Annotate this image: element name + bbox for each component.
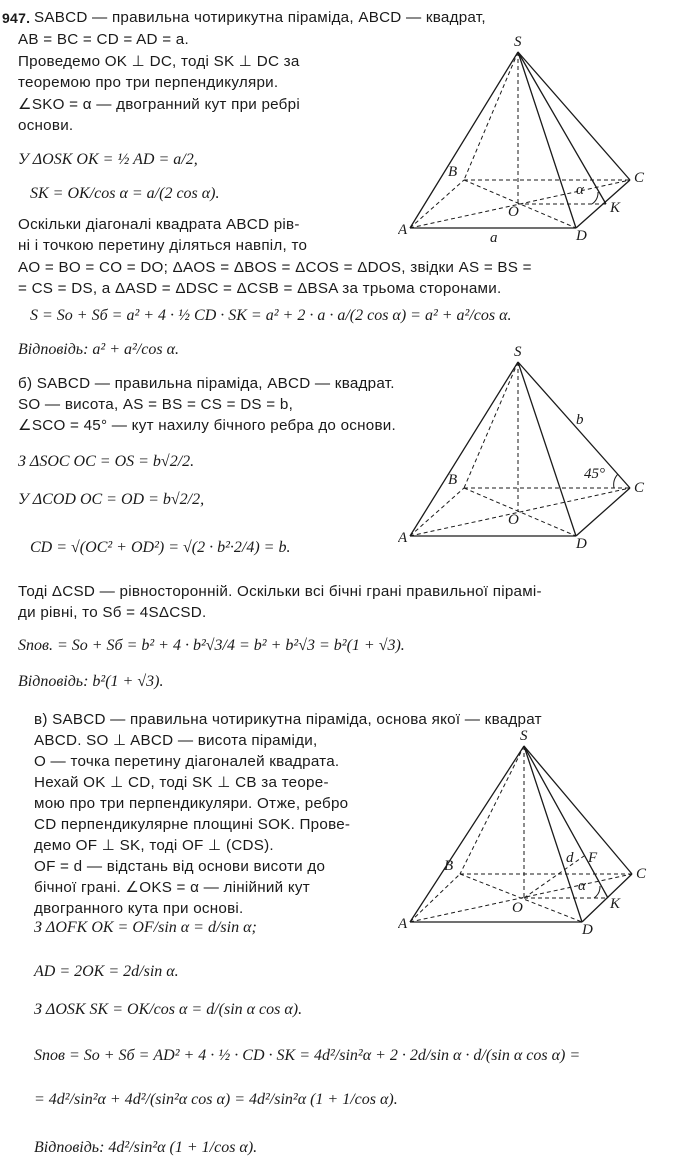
edge-SD	[518, 52, 576, 228]
answer-line: Відповідь: b²(1 + √3).	[18, 673, 164, 690]
edge-SD	[518, 362, 576, 536]
formula-line: З ΔSOC OC = OS = b√2/2.	[18, 453, 195, 470]
text-line: ∠SKO = α — двогранний кут при ребрі	[18, 96, 300, 113]
label-d: d	[566, 850, 574, 866]
formula-line: З ΔOSK SK = OK/cos α = d/(sin α cos α).	[34, 1001, 303, 1018]
text-line: двогранного кута при основі.	[34, 900, 244, 917]
edge-SA	[410, 746, 524, 922]
text-line: Тоді ΔCSD — рівносторонній. Оскільки всі бічні грані правильної пірамі-	[18, 583, 542, 600]
text-line: бічної грані. ∠OKS = α — лінійний кут	[34, 879, 310, 896]
label-B: B	[448, 472, 458, 488]
text-line: ABCD. SO ⊥ ABCD — висота піраміди,	[34, 732, 318, 749]
pyramid-figure-3	[398, 722, 652, 940]
formula-line: SK = OK/cos α = a/(2 cos α).	[30, 185, 220, 202]
text-line: Нехай OK ⊥ CD, тоді SK ⊥ CB за теоре-	[34, 774, 329, 791]
label-S: S	[514, 34, 522, 50]
formula-line: CD = √(OC² + OD²) = √(2 · b²·2/4) = b.	[30, 539, 291, 556]
edge-SC	[518, 362, 630, 488]
label-angle: α	[576, 182, 584, 198]
edge-AB	[410, 180, 464, 228]
label-D: D	[576, 228, 587, 244]
label-O: O	[512, 900, 523, 916]
text-line: основи.	[18, 117, 74, 134]
edge-SB	[464, 52, 518, 180]
text-line: AB = BC = CD = AD = a.	[18, 31, 189, 48]
text-line: мою про три перпендикуляри. Отже, ребро	[34, 795, 349, 812]
pyramid-figure-1	[398, 30, 652, 248]
label-O: O	[508, 204, 519, 220]
text-line: ні і точкою перетину діляться навпіл, то	[18, 237, 308, 254]
text-line: O — точка перетину діагоналей квадрата.	[34, 753, 340, 770]
edge-SA	[410, 52, 518, 228]
text-line: = CS = DS, а ΔASD = ΔDSC = ΔCSB = ΔBSA за трьома сторонами.	[18, 280, 502, 297]
label-D: D	[576, 536, 587, 552]
label-B: B	[448, 164, 458, 180]
label-C: C	[634, 170, 645, 186]
label-B: B	[444, 858, 454, 874]
label-S: S	[520, 728, 528, 744]
formula-line: Sпов. = Sо + Sб = b² + 4 · b²√3/4 = b² + b²√3 = b²(1 + √3).	[18, 637, 405, 654]
text-line: OF = d — відстань від основи висоти до	[34, 858, 326, 875]
text-line: ∠SCO = 45° — кут нахилу бічного ребра до основи.	[18, 417, 396, 434]
label-A: A	[398, 530, 408, 546]
diagonal-AC	[410, 488, 630, 536]
angle-arc	[614, 474, 618, 488]
text-line: ди рівні, то Sб = 4SΔCSD.	[18, 604, 207, 621]
formula-line: = 4d²/sin²α + 4d²/(sin²α cos α) = 4d²/sin²α (1 + 1/cos α).	[34, 1091, 398, 1108]
text-line: SABCD — правильна чотирикутна піраміда, ABCD — квадрат,	[34, 9, 486, 26]
label-O: O	[508, 512, 519, 528]
edge-AB	[410, 488, 464, 536]
edge-AB	[410, 874, 460, 922]
formula-line: У ΔCOD OC = OD = b√2/2,	[18, 491, 205, 508]
text-line: Проведемо OK ⊥ DC, тоді SK ⊥ DC за	[18, 53, 300, 70]
label-angle: 45°	[584, 466, 605, 482]
segment-OF	[524, 856, 584, 898]
text-line: CD перпендикулярне площині SOK. Прове-	[34, 816, 351, 833]
label-K: K	[610, 200, 621, 216]
text-line: в) SABCD — правильна чотирикутна піраміда, основа якої — квадрат	[34, 711, 542, 728]
label-edge-b: b	[576, 412, 584, 428]
label-C: C	[634, 480, 645, 496]
angle-arc	[592, 192, 598, 204]
label-S: S	[514, 344, 522, 360]
formula-line: Sпов = Sо + Sб = AD² + 4 · ½ · CD · SK = 4d²/sin²α + 2 · 2d/sin α · d/(sin α cos α) =	[34, 1047, 581, 1064]
pyramid-figure-2	[398, 342, 652, 560]
label-A: A	[398, 222, 408, 238]
answer-line: Відповідь: 4d²/sin²α (1 + 1/cos α).	[34, 1139, 258, 1156]
edge-SB	[464, 362, 518, 488]
text-line: теоремою про три перпендикуляри.	[18, 74, 279, 91]
text-line: демо OF ⊥ SK, тоді OF ⊥ (CDS).	[34, 837, 274, 854]
edge-SC	[518, 52, 630, 180]
label-angle: α	[578, 878, 586, 894]
label-F: F	[588, 850, 598, 866]
problem-number: 947.	[2, 10, 31, 26]
formula-line: У ΔOSK OK = ½ AD = a/2,	[18, 151, 198, 168]
label-C: C	[636, 866, 647, 882]
formula-line: З ΔOFK OK = OF/sin α = d/sin α;	[34, 919, 257, 936]
edge-SA	[410, 362, 518, 536]
edge-DC	[576, 488, 630, 536]
edge-SB	[460, 746, 524, 874]
edge-SK	[518, 52, 606, 204]
text-line: AO = BO = CO = DO; ΔAOS = ΔBOS = ΔCOS = ΔDOS, звідки AS = BS =	[18, 259, 532, 276]
formula-line: AD = 2OK = 2d/sin α.	[34, 963, 179, 980]
answer-line: Відповідь: a² + a²/cos α.	[18, 341, 179, 358]
label-K: K	[610, 896, 621, 912]
label-D: D	[582, 922, 593, 938]
text-line: б) SABCD — правильна піраміда, ABCD — квадрат.	[18, 375, 395, 392]
text-line: Оскільки діагоналі квадрата ABCD рів-	[18, 216, 300, 233]
label-edge-a: a	[490, 230, 498, 246]
label-A: A	[398, 916, 408, 932]
text-line: SO — висота, AS = BS = CS = DS = b,	[18, 396, 294, 413]
formula-line: S = Sо + Sб = a² + 4 · ½ CD · SK = a² + 2 · a · a/(2 cos α) = a² + a²/cos α.	[30, 307, 512, 324]
edge-SC	[524, 746, 632, 874]
angle-arc	[594, 886, 600, 898]
